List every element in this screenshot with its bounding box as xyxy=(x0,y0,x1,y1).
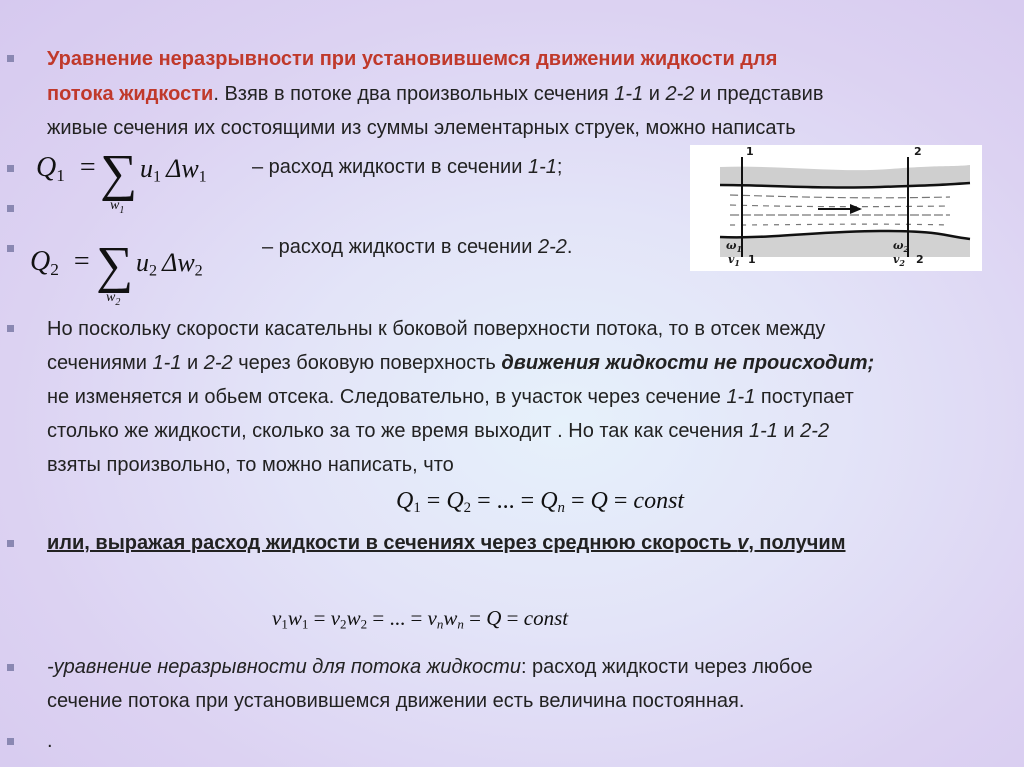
formula-q2-lhs: $Q_2$ = xyxy=(30,246,90,279)
para1-line1 xyxy=(47,42,777,77)
diagram-label-bot-1: 1 xyxy=(748,253,756,266)
emphasis-text: движения жидкости не происходит; xyxy=(501,352,875,374)
bullet-5 xyxy=(7,325,14,332)
heading-line1: Уравнение неразрывности при установившемся движении жидкости для xyxy=(47,48,778,70)
formula-q2-desc: – расход жидкости в сечении 2-2. xyxy=(262,236,573,258)
formula-q1-desc: – расход жидкости в сечении 1-1; xyxy=(252,156,563,178)
diagram-label-top-2: 2 xyxy=(914,145,922,158)
bullet-2 xyxy=(7,165,14,172)
bullet-3 xyxy=(7,205,14,212)
diagram-label-bot-2: 2 xyxy=(916,253,924,266)
para1-line3: живые сечения их состоящими из суммы элементарных струек, можно написать xyxy=(47,117,796,139)
diagram-label-w1: $\omega_1$ xyxy=(726,239,743,255)
para2-line2: сечениями 1-1 и 2-2 через боковую поверхность движения жидкости не происходит; xyxy=(47,352,875,374)
para2-line4: столько же жидкости, сколько за то же время выходит . Но так как сечения 1-1 и 2-2 xyxy=(47,420,830,442)
diagram-label-v1: $v_1$ xyxy=(728,253,740,269)
para2-line1: Но поскольку скорости касательны к боковой поверхности потока, то в отсек между xyxy=(47,318,826,340)
formula-q2-term: $u_2$ $\Delta w_2$ xyxy=(136,248,203,280)
bullet-6 xyxy=(7,540,14,547)
equation-v-const: $v_1w_1 = v_2w_2$ = ... = $v_nw_n = Q$ = const xyxy=(272,606,569,632)
para4-line1: -уравнение неразрывности для потока жидкости: расход жидкости через любое xyxy=(47,656,813,678)
para1-text-b: и xyxy=(643,83,666,105)
para3: или, выражая расход жидкости в сечениях через среднюю скорость v, получим xyxy=(47,532,846,554)
formula-q1-term: $u_1$ $\Delta w_1$ xyxy=(140,154,207,186)
flow-diagram xyxy=(690,145,982,271)
para5: . xyxy=(47,730,53,752)
formula-q1-lhs: $Q_1$ = xyxy=(36,152,96,185)
sigma-symbol: ∑ xyxy=(100,145,138,202)
para1-text-c: и представив xyxy=(694,83,824,105)
sum-index: $w_2$ xyxy=(106,290,121,308)
equation-q-const: $Q_1 = Q_2$ = ... = $Q_n = Q$ = const xyxy=(396,488,685,517)
section-label: 2-2 xyxy=(665,83,695,105)
bullet-7 xyxy=(7,664,14,671)
bullet-4 xyxy=(7,245,14,252)
heading-line2: потока жидкости xyxy=(47,83,214,105)
diagram-label-top-1: 1 xyxy=(746,145,754,158)
bullet-1 xyxy=(7,55,14,62)
para2-line3: не изменяется и обьем отсека. Следовательно, в участок через сечение 1-1 поступает xyxy=(47,386,854,408)
diagram-label-w2: $\omega_2$ xyxy=(893,239,910,255)
sum-index: $w_1$ xyxy=(110,198,125,216)
para4-line2: сечение потока при установившемся движении есть величина постоянная. xyxy=(47,690,745,712)
para1-line2 xyxy=(47,77,823,112)
diagram-label-v2: $v_2$ xyxy=(893,253,905,269)
bullet-8 xyxy=(7,738,14,745)
para1-text-a: . Взяв в потоке два произвольных сечения xyxy=(213,83,615,105)
section-label: 1-1 xyxy=(614,83,644,105)
sigma-symbol: ∑ xyxy=(96,237,134,294)
para2-line5: взяты произвольно, то можно написать, что xyxy=(47,454,454,476)
